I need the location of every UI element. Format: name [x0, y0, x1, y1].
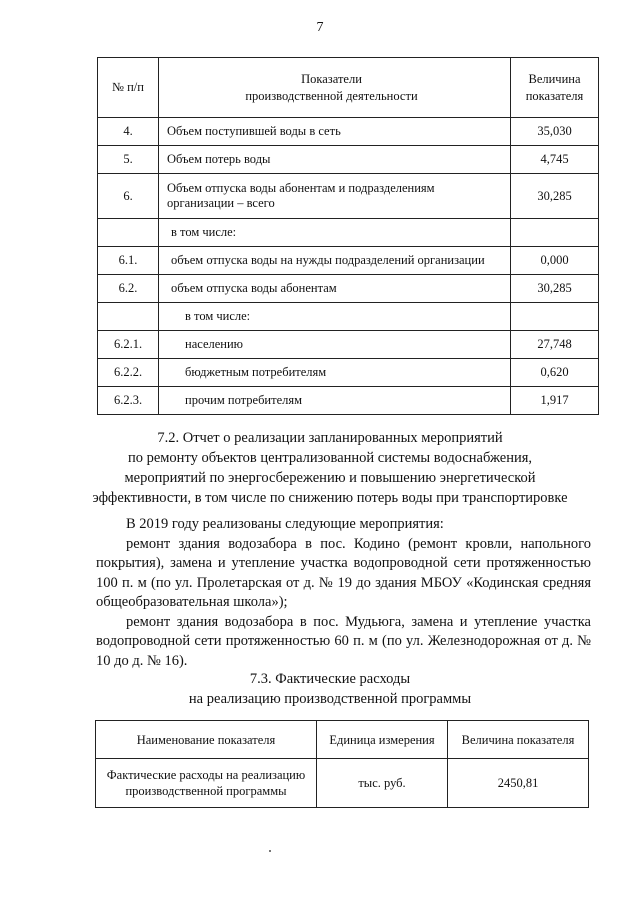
table-row: [98, 303, 599, 331]
header-value-line2: показателя: [525, 88, 584, 103]
row-label: Объем поступившей воды в сеть: [159, 118, 511, 146]
heading-line: эффективности, в том числе по снижению потерь воды при транспортировке: [92, 490, 568, 506]
table-row: [98, 331, 599, 359]
table-row: [98, 174, 599, 219]
measure-paragraph: ремонт здания водозабора в пос. Кодино (ремонт кровли, напольного покрытия), замена и утепление участка водопроводной сети протяженностью 100 п. м (по ул. Пролетарская от д. № 19 до здания МБОУ «Кодинская средняя общеобразовательная школа»);: [96, 535, 591, 610]
row-value: 0,000: [511, 247, 599, 275]
header-value: Величина показателя: [448, 721, 589, 759]
heading-line: по ремонту объектов централизованной системы водоснабжения,: [127, 450, 533, 466]
row-num: 4.: [98, 118, 159, 146]
row-value: 4,745: [511, 146, 599, 174]
scan-mark: [269, 850, 271, 852]
row-num: 5.: [98, 146, 159, 174]
table-row: [98, 387, 599, 415]
page-number: 7: [316, 20, 324, 35]
row-label: объем отпуска воды на нужды подразделений организации: [159, 247, 511, 275]
row-num: [98, 219, 159, 247]
row-num: 6.: [98, 174, 159, 219]
header-indicator-line2: производственной деятельности: [245, 88, 418, 103]
row-label: Объем потерь воды: [159, 146, 511, 174]
table-row: [98, 118, 599, 146]
row-value: 1,917: [511, 387, 599, 415]
row-value: 35,030: [511, 118, 599, 146]
header-value-line1: Величина: [528, 71, 581, 86]
row-label: бюджетным потребителям: [159, 359, 511, 387]
measure-paragraph: ремонт здания водозабора в пос. Мудьюга, замена и утепление участка водопроводной сети протяженностью 60 п. м (по ул. Железнодорожная от д. № 10 до д. № 16).: [96, 613, 591, 669]
row-value: 30,285: [511, 275, 599, 303]
table-header-row: [98, 58, 599, 118]
table-row: [98, 146, 599, 174]
row-label: в том числе:: [159, 219, 511, 247]
row-value: 2450,81: [448, 759, 589, 808]
section-7-3-heading: [60, 669, 600, 709]
header-indicator-line1: Показатели: [301, 71, 362, 86]
row-num: 6.2.2.: [98, 359, 159, 387]
row-name: Фактические расходы на реализацию производственной программы: [96, 759, 317, 808]
header-value: [511, 58, 599, 118]
heading-line: на реализацию производственной программы: [188, 691, 472, 707]
row-unit: тыс. руб.: [317, 759, 448, 808]
row-value: 27,748: [511, 331, 599, 359]
expenses-table: [95, 720, 589, 808]
row-num: 6.2.: [98, 275, 159, 303]
row-num: 6.1.: [98, 247, 159, 275]
header-unit: Единица измерения: [317, 721, 448, 759]
row-num: [98, 303, 159, 331]
intro-paragraph: В 2019 году реализованы следующие мероприятия:: [126, 516, 444, 532]
table-row: [98, 275, 599, 303]
heading-line: 7.2. Отчет о реализации запланированных мероприятий: [157, 430, 503, 446]
row-value: 30,285: [511, 174, 599, 219]
row-value: 0,620: [511, 359, 599, 387]
table-row: [98, 247, 599, 275]
row-label: прочим потребителям: [159, 387, 511, 415]
row-value: [511, 303, 599, 331]
section-7-2-body: [96, 515, 591, 671]
row-label: объем отпуска воды абонентам: [159, 275, 511, 303]
heading-line: мероприятий по энергосбережению и повышению энергетической: [124, 470, 536, 486]
table-header-row: [96, 721, 589, 759]
row-label: населению: [159, 331, 511, 359]
row-label: в том числе:: [159, 303, 511, 331]
header-num: № п/п: [98, 58, 159, 118]
row-num: 6.2.3.: [98, 387, 159, 415]
production-indicators-table: [97, 57, 599, 415]
header-name: Наименование показателя: [96, 721, 317, 759]
header-indicator: [159, 58, 511, 118]
table-row: [98, 219, 599, 247]
row-num: 6.2.1.: [98, 331, 159, 359]
row-label: Объем отпуска воды абонентам и подразделениям организации – всего: [159, 174, 511, 219]
table-row: [96, 759, 589, 808]
heading-line: 7.3. Фактические расходы: [249, 671, 411, 687]
table-row: [98, 359, 599, 387]
row-value: [511, 219, 599, 247]
section-7-2-heading: [60, 428, 600, 508]
